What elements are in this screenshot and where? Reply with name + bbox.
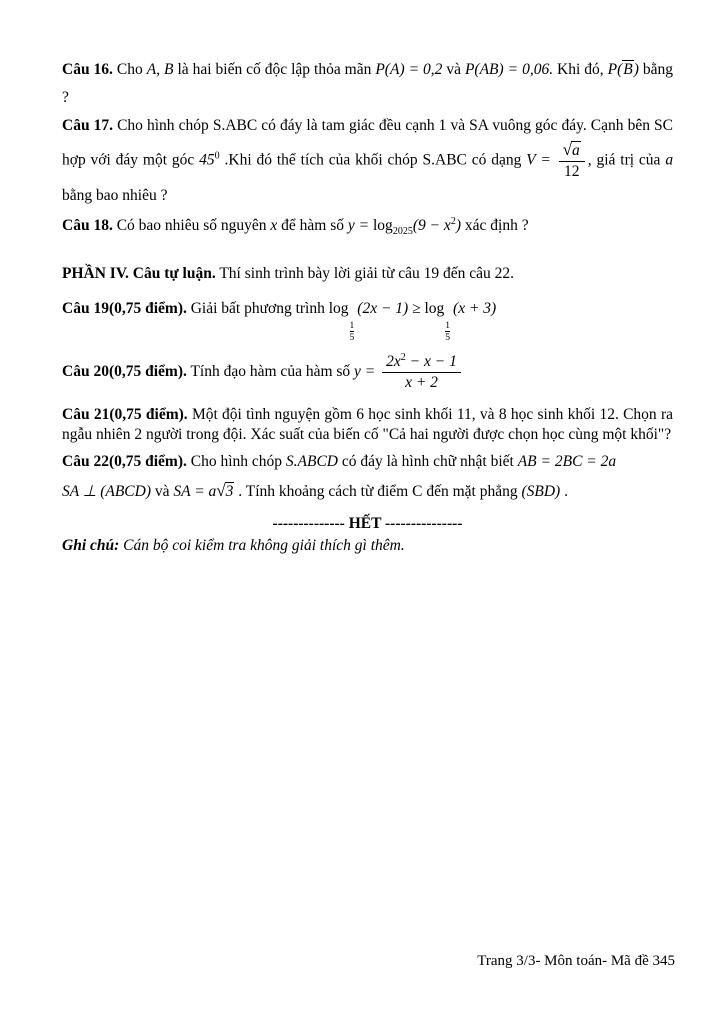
body-text: .Khi đó thể tích của khối chóp S.ABC có dạng bbox=[224, 151, 522, 169]
subscript: 2025 bbox=[392, 225, 413, 237]
note-label: Ghi chú: bbox=[62, 536, 120, 554]
math-expression: 2x bbox=[386, 352, 401, 370]
fraction-numerator: 1 bbox=[349, 320, 355, 331]
question-21-label: Câu 21(0,75 điểm). bbox=[62, 405, 188, 423]
math-expression: 45 bbox=[199, 151, 215, 169]
body-text: , giá trị của bbox=[587, 151, 661, 169]
math-expression: V = bbox=[526, 151, 551, 169]
page-footer: Trang 3/3- Môn toán- Mã đề 345 bbox=[477, 953, 675, 969]
math-expression: SA ⊥ (ABCD) bbox=[62, 483, 151, 501]
superscript: 2 bbox=[400, 351, 406, 363]
math-expression: S.ABCD bbox=[285, 453, 338, 471]
note bbox=[62, 537, 673, 555]
math-expression: (2x − 1) ≥ bbox=[357, 299, 421, 317]
fraction-numerator bbox=[559, 140, 585, 162]
math-expression: AB = 2BC = 2a bbox=[517, 453, 617, 471]
math-expression: a bbox=[665, 151, 674, 169]
part-4-heading bbox=[62, 264, 673, 284]
math-expression: SA = a bbox=[173, 483, 217, 501]
dashes: --------------- bbox=[385, 514, 463, 532]
body-text: để hàm số bbox=[281, 216, 345, 234]
question-19 bbox=[62, 298, 673, 344]
math-expression: − x − 1 bbox=[405, 352, 457, 370]
body-text: Khi đó, bbox=[557, 61, 604, 78]
math-expression: ) bbox=[633, 61, 639, 78]
body-text: . Tính khoảng cách từ điểm C đến mặt phẳng bbox=[238, 483, 518, 501]
log-operator: log bbox=[328, 299, 349, 317]
body-text: có đáy là hình chữ nhật biết bbox=[341, 453, 514, 471]
fraction-denominator: 5 bbox=[349, 333, 355, 344]
end-label: HẾT bbox=[348, 514, 382, 532]
body-text: Cho hình chóp bbox=[190, 453, 283, 471]
body-text: Cho hình chóp S.ABC có đáy là tam giác đều cạnh 1 và SA vuông góc đáy. Cạnh bên SC hợp với đáy một góc bbox=[62, 116, 673, 169]
fraction-denominator: 12 bbox=[559, 161, 585, 182]
question-16 bbox=[62, 56, 673, 112]
question-17-label: Câu 17. bbox=[62, 116, 114, 134]
radical-sign: √ bbox=[216, 481, 226, 501]
body-text: . bbox=[564, 483, 568, 501]
math-expression: A, B bbox=[146, 61, 174, 78]
superscript: 2 bbox=[450, 215, 456, 227]
log-operator: log bbox=[373, 216, 393, 234]
question-21 bbox=[62, 405, 673, 444]
body-text: Giải bất phương trình bbox=[190, 299, 325, 317]
fraction-denominator: x + 2 bbox=[382, 372, 461, 393]
fraction-numerator bbox=[382, 352, 461, 373]
question-22 bbox=[62, 448, 673, 507]
subscript-fraction bbox=[445, 321, 450, 344]
fraction-denominator: 5 bbox=[445, 333, 451, 344]
overline-var: 3 bbox=[225, 483, 234, 501]
math-expression: y = bbox=[354, 362, 376, 380]
body-text: Có bao nhiêu số nguyên bbox=[116, 216, 267, 234]
part-4-label: PHẦN IV. Câu tự luận. bbox=[62, 264, 216, 282]
question-22-label: Câu 22(0,75 điểm). bbox=[62, 453, 187, 471]
question-17 bbox=[62, 112, 673, 210]
body-text: và bbox=[154, 483, 170, 501]
math-expression: x bbox=[270, 216, 278, 234]
superscript: 0 bbox=[214, 150, 220, 162]
math-expression: P(A) = 0,2 bbox=[375, 61, 443, 78]
dashes: -------------- bbox=[272, 514, 345, 532]
math-expression: (x + 3) bbox=[453, 299, 497, 317]
body-text: và bbox=[446, 61, 461, 78]
body-text: Cho bbox=[116, 61, 143, 78]
overline-var: a bbox=[572, 141, 580, 159]
body-text: xác định ? bbox=[464, 216, 529, 234]
math-expression: (9 − x bbox=[412, 216, 451, 234]
fraction bbox=[559, 140, 585, 182]
fraction bbox=[382, 352, 461, 393]
math-expression: ) bbox=[455, 216, 461, 234]
question-20-label: Câu 20(0,75 điểm). bbox=[62, 362, 187, 380]
question-16-label: Câu 16. bbox=[62, 61, 113, 78]
body-text: Thí sinh trình bày lời giải từ câu 19 đến câu 22. bbox=[219, 264, 515, 282]
math-expression: y = bbox=[347, 216, 370, 234]
body-text: Một đội tình nguyện gồm 6 học sinh khối 11, và 8 học sinh khối 12. Chọn ra ngẫu nhiên 2 người trong đội. Xác suất của biến cố "Cả hai người được chọn học cùng một khối"? bbox=[62, 405, 673, 443]
fraction-numerator: 1 bbox=[445, 320, 451, 331]
body-text: bằng ? bbox=[62, 61, 673, 106]
question-18 bbox=[62, 214, 673, 240]
question-19-label: Câu 19(0,75 điểm). bbox=[62, 299, 187, 317]
math-expression: (SBD) bbox=[521, 483, 561, 501]
note-text: Cán bộ coi kiểm tra không giải thích gì thêm. bbox=[123, 536, 405, 554]
overline-var: B bbox=[623, 61, 633, 78]
end-marker bbox=[62, 515, 673, 533]
log-operator: log bbox=[424, 299, 445, 317]
question-20 bbox=[62, 352, 673, 393]
math-expression: P(AB) = 0,06. bbox=[464, 61, 554, 78]
body-text: là hai biến cố độc lập thỏa mãn bbox=[177, 61, 372, 78]
body-text: Tính đạo hàm của hàm số bbox=[190, 362, 351, 380]
math-expression: P( bbox=[607, 61, 623, 78]
question-18-label: Câu 18. bbox=[62, 216, 113, 234]
body-text: bằng bao nhiêu ? bbox=[62, 186, 168, 204]
subscript-fraction bbox=[350, 321, 355, 344]
radical-sign: √ bbox=[562, 139, 573, 159]
